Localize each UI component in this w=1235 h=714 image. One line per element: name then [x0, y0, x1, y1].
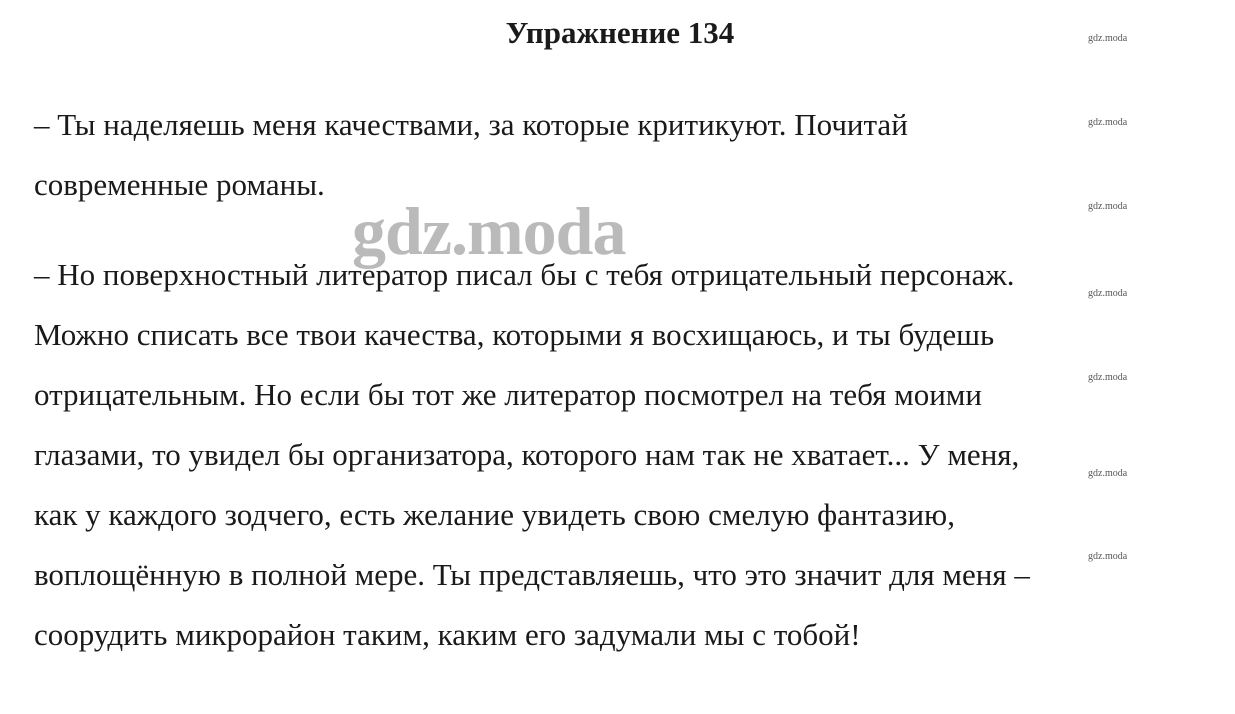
- text-line: – Ты наделяешь меня качествами, за которые критикуют. Почитай: [34, 107, 908, 142]
- watermark-mark: gdz.moda: [1088, 288, 1128, 299]
- watermark-logo: gdz.moda: [352, 193, 626, 269]
- page-title: Упражнение 134: [505, 15, 735, 50]
- text-line: как у каждого зодчего, есть желание увидеть свою смелую фантазию,: [34, 497, 955, 532]
- text-line: – Но поверхностный литератор писал бы с тебя отрицательный персонаж.: [34, 257, 1015, 292]
- text-line: отрицательным. Но если бы тот же литератор посмотрел на тебя моими: [34, 377, 983, 412]
- text-line: воплощённую в полной мере. Ты представляешь, что это значит для меня –: [34, 557, 1030, 592]
- watermark-mark: gdz.moda: [1088, 468, 1128, 479]
- watermark-mark: gdz.moda: [1088, 201, 1128, 212]
- text-line: глазами, то увидел бы организатора, которого нам так не хватает... У меня,: [34, 437, 1020, 472]
- text-line: соорудить микрорайон таким, каким его задумали мы с тобой!: [34, 617, 861, 652]
- watermark-mark: gdz.moda: [1088, 117, 1128, 128]
- text-line: Можно списать все твои качества, которыми я восхищаюсь, и ты будешь: [34, 317, 995, 352]
- watermark-mark: gdz.moda: [1088, 33, 1128, 44]
- exercise-text: [34, 100, 1194, 670]
- watermark-mark: gdz.moda: [1088, 551, 1128, 562]
- watermark-mark: gdz.moda: [1088, 372, 1128, 383]
- text-line: современные романы.: [34, 167, 325, 202]
